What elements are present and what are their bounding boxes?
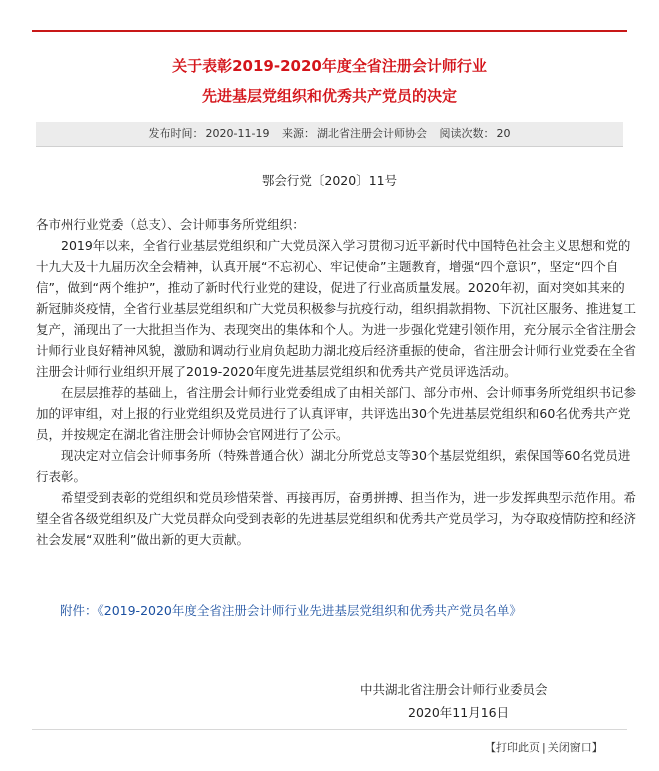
page-title-line1: 关于表彰2019-2020年度全省注册会计师行业: [172, 57, 487, 75]
close-bracket: 】: [591, 741, 603, 754]
open-bracket: 【: [485, 741, 496, 754]
read-count: 20: [496, 127, 511, 140]
top-divider: [32, 30, 627, 32]
action-separator: |: [542, 741, 546, 754]
read-count-label: 阅读次数：: [439, 127, 495, 140]
print-page-link[interactable]: 打印此页: [496, 741, 540, 754]
source-label: 来源：: [281, 127, 315, 140]
document-number: 鄂会行党〔2020〕11号: [261, 173, 398, 188]
signature-date: 2020年11月16日: [408, 705, 510, 720]
paragraph-4: 希望受到表彰的党组织和党员珍惜荣誉、再接再厉，奋勇拼搏、担当作为，进一步发挥典型示范作用。希望全省各级党组织及广大党员群众向受到表彰的先进基层党组织和优秀共产党员学习，为夺取疫情防控和经济社会发展“双胜利”做出新的更大贡献。: [36, 490, 637, 547]
publish-time: 2020-11-19: [205, 127, 270, 140]
close-window-link[interactable]: 关闭窗口: [547, 741, 592, 754]
bottom-divider: [32, 729, 627, 730]
page-title-line2: 先进基层党组织和优秀共产党员的决定: [201, 87, 457, 105]
paragraph-2: 在层层推荐的基础上，省注册会计师行业党委组成了由相关部门、部分市州、会计师事务所党组织书记参加的评审组，对上报的行业党组织及党员进行了认真评审，共评选出30个先进基层党组织和60名优秀共产党员，并按规定在湖北省注册会计师协会官网进行了公示。: [36, 385, 637, 442]
attachment-link[interactable]: 附件：《2019-2020年度全省注册会计师行业先进基层党组织和优秀共产党员名单》: [60, 603, 522, 618]
article-body: [36, 214, 636, 550]
page-actions: [485, 740, 603, 756]
salutation: 各市州行业党委（总支）、会计师事务所党组织：: [36, 217, 305, 232]
paragraph-1: 2019年以来，全省行业基层党组织和广大党员深入学习贯彻习近平新时代中国特色社会主义思想和党的十九大及十九届历次全会精神，认真开展“不忘初心、牢记使命”主题教育，增强“四个意识”，坚定“四个自信”，做到“两个维护”，推动了新时代行业党的建设，促进了行业高质量发展。2020年初，面对突如其来的新冠肺炎疫情，全省行业基层党组织和广大党员积极参与抗疫行动，组织捐款捐物、下沉社区服务、推进复工复产，涌现出了一大批担当作为、表现突出的集体和个人。为进一步强化党建引领作用，充分展示全省注册会计师行业良好精神风貌，激励和调动行业肩负起助力湖北疫后经济重振的使命，省注册会计师行业党委在全省注册会计师行业组织开展了2019-2020年度先进基层党组织和优秀共产党员评选活动。: [36, 238, 637, 379]
signature-organization: 中共湖北省注册会计师行业委员会: [360, 682, 548, 697]
article-meta-bar: [36, 122, 623, 147]
paragraph-3: 现决定对立信会计师事务所（特殊普通合伙）湖北分所党总支等30个基层党组织，索保国等60名党员进行表彰。: [36, 448, 631, 484]
source: 湖北省注册会计师协会: [316, 127, 427, 140]
publish-time-label: 发布时间：: [148, 127, 204, 140]
